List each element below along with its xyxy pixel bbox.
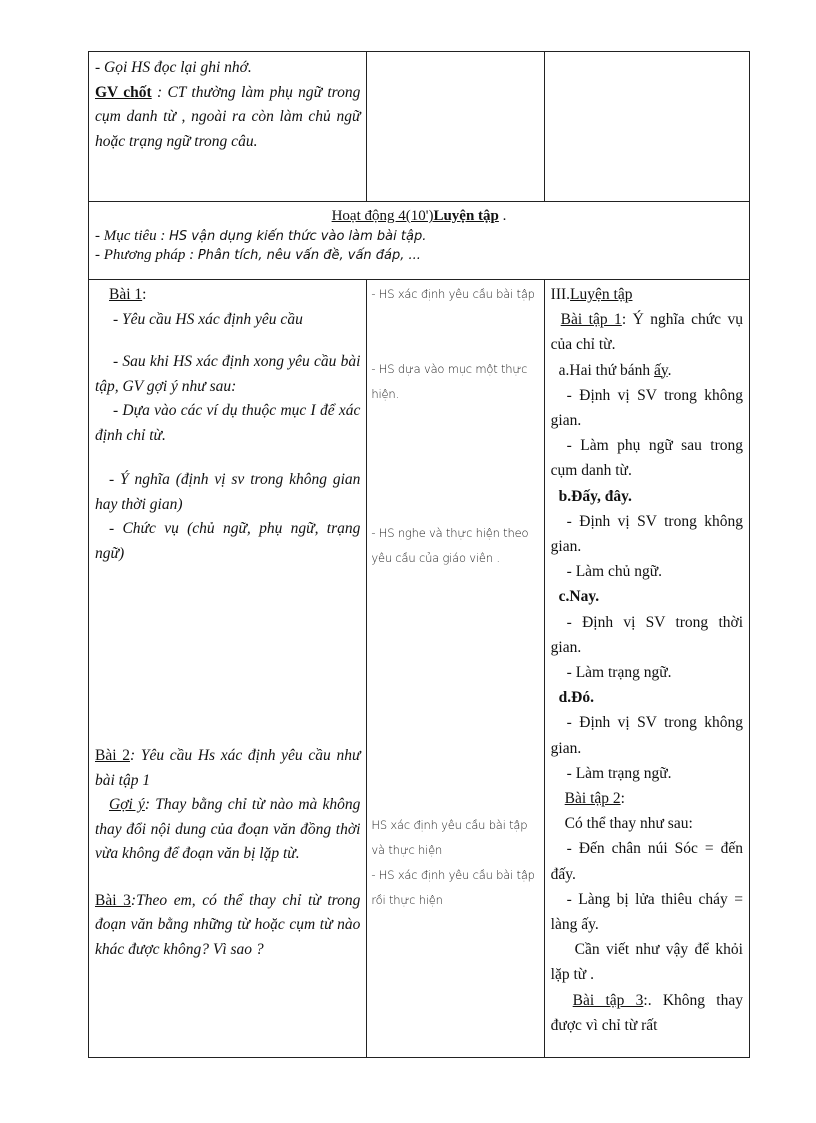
teacher-exercise-cell bbox=[89, 280, 367, 1058]
student-line-5: - HS xác định yêu cầu bài tập rồi thực hiện bbox=[371, 868, 535, 907]
bai1-heading bbox=[95, 283, 360, 308]
lesson-table bbox=[88, 51, 750, 1058]
section-method bbox=[89, 246, 749, 265]
objective-value: HS vận dụng kiến thức vào làm bài tập. bbox=[169, 229, 427, 244]
bt2-line-3: - Làng bị lửa thiêu cháy = làng ấy. bbox=[550, 890, 743, 934]
method-label: - Phương pháp : bbox=[95, 247, 198, 263]
student-exercise-cell bbox=[367, 280, 544, 1058]
bai1-colon: : bbox=[142, 286, 147, 303]
bai3 bbox=[95, 889, 360, 963]
goiy-label: Gợi ý bbox=[109, 796, 145, 813]
gv-label: GV chốt bbox=[95, 83, 152, 101]
item-c-2: - Làm trạng ngữ. bbox=[566, 664, 672, 682]
item-c: c.Nay. bbox=[558, 588, 600, 606]
student-line-2: - HS dựa vào mục một thực hiện. bbox=[371, 362, 528, 401]
bai1-line-3: - Dựa vào các ví dụ thuộc mục I để xác định chỉ từ. bbox=[95, 402, 361, 444]
gv-conclusion bbox=[95, 81, 360, 155]
student-line-4: HS xác định yêu cầu bài tập và thực hiện bbox=[371, 818, 528, 857]
bt1 bbox=[551, 307, 743, 357]
bt1-label: Bài tập 1 bbox=[560, 311, 622, 329]
item-a-1: - Định vị SV trong không gian. bbox=[550, 386, 743, 430]
bai1-line-2: - Sau khi HS xác định xong yêu cầu bài tập, GV gợi ý như sau: bbox=[95, 353, 361, 395]
item-a-word: ấy bbox=[654, 361, 668, 379]
objective-label: - Mục tiêu : bbox=[95, 228, 170, 244]
practice-heading-text: Luyện tập bbox=[570, 286, 633, 303]
section-title-end: . bbox=[498, 208, 507, 224]
bai3-text: :Theo em, có thể thay chỉ từ trong đoạn văn bằng những từ hoặc cụm từ nào khác được không? Vì sao ? bbox=[95, 891, 361, 958]
item-c-1: - Định vị SV trong thời gian. bbox=[550, 613, 743, 656]
bai1-line-4: - Ý nghĩa (định vị sv trong không gian hay thời gian) bbox=[95, 471, 361, 513]
bai1-line-5: - Chức vụ (chủ ngữ, phụ ngữ, trạng ngữ) bbox=[95, 520, 361, 562]
item-b-1: - Định vị SV trong không gian. bbox=[550, 512, 743, 556]
goiy-text: : Thay bằng chỉ từ nào mà không thay đổi nội dung của đoạn văn đồng thời vừa không để đoạn văn bị lặp từ. bbox=[95, 796, 361, 862]
bt3-label: Bài tập 3 bbox=[572, 991, 644, 1009]
teacher-activity-cell bbox=[89, 52, 367, 202]
student-activity-cell bbox=[367, 52, 544, 202]
bai1-label: Bài 1 bbox=[109, 286, 143, 303]
table-row bbox=[89, 52, 750, 202]
section-title bbox=[89, 202, 749, 227]
item-d-1: - Định vị SV trong không gian. bbox=[550, 714, 743, 757]
bt1-text: : Ý nghĩa chức vụ của chỉ từ. bbox=[550, 311, 743, 354]
method-value: Phân tích, nêu vấn đề, vấn đáp, ... bbox=[197, 248, 421, 263]
gv-sep: : bbox=[151, 83, 168, 101]
gv-text: CT thường làm phụ ngữ trong cụm danh từ , ngoài ra còn làm chủ ngữ hoặc trạng ngữ trong câu. bbox=[95, 83, 361, 150]
section-title-time: Hoạt động 4(10') bbox=[331, 208, 434, 224]
item-d-2: - Làm trạng ngữ. bbox=[566, 764, 672, 782]
section-header-row bbox=[89, 202, 750, 280]
item-a-pre: a.Hai thứ bánh bbox=[558, 361, 655, 379]
item-b: b.Đấy, đây. bbox=[558, 487, 632, 505]
content-cell bbox=[544, 52, 749, 202]
bt3 bbox=[551, 988, 743, 1038]
bai1-line-1: - Yêu cầu HS xác định yêu cầu bbox=[113, 310, 303, 328]
bai3-label: Bài 3 bbox=[95, 891, 131, 909]
item-b-2: - Làm chủ ngữ. bbox=[566, 563, 663, 581]
bt2-label: Bài tập 2 bbox=[564, 790, 621, 808]
bai2 bbox=[95, 744, 360, 793]
bai2-label: Bài 2 bbox=[95, 747, 130, 764]
practice-heading bbox=[551, 282, 743, 307]
student-line-3: - HS nghe và thực hiện theo yêu cầu của giáo viên . bbox=[371, 526, 529, 565]
goiy bbox=[95, 793, 360, 867]
item-a-2: - Làm phụ ngữ sau trong cụm danh từ. bbox=[550, 437, 743, 480]
item-d: d.Đó. bbox=[558, 689, 594, 707]
bt2-line-4: Cần viết như vậy để khỏi lặp từ . bbox=[550, 941, 743, 984]
item-a-post: . bbox=[667, 361, 672, 379]
section-title-name: Luyện tập bbox=[433, 208, 499, 224]
bt2-line-2: - Đến chân núi Sóc = đến đấy. bbox=[550, 840, 743, 883]
practice-heading-num: III. bbox=[550, 286, 571, 303]
recall-line: - Gọi HS đọc lại ghi nhớ. bbox=[95, 59, 252, 76]
student-line-1: - HS xác định yêu cầu bài tập bbox=[371, 287, 535, 301]
bt2-colon: : bbox=[620, 790, 625, 808]
bt2-line-1: Có thể thay như sau: bbox=[564, 815, 693, 833]
lesson-table-page bbox=[88, 51, 750, 1058]
item-a bbox=[551, 358, 743, 383]
bt2-heading bbox=[551, 786, 743, 811]
exercise-row bbox=[89, 280, 750, 1058]
bai2-text: : Yêu cầu Hs xác định yêu cầu như bài tập 1 bbox=[95, 747, 361, 789]
bt3-text: :. Không thay được vì chỉ từ rất bbox=[550, 991, 743, 1034]
section-objective bbox=[89, 227, 749, 246]
section-header-cell bbox=[89, 202, 750, 280]
content-exercise-cell bbox=[544, 280, 749, 1058]
